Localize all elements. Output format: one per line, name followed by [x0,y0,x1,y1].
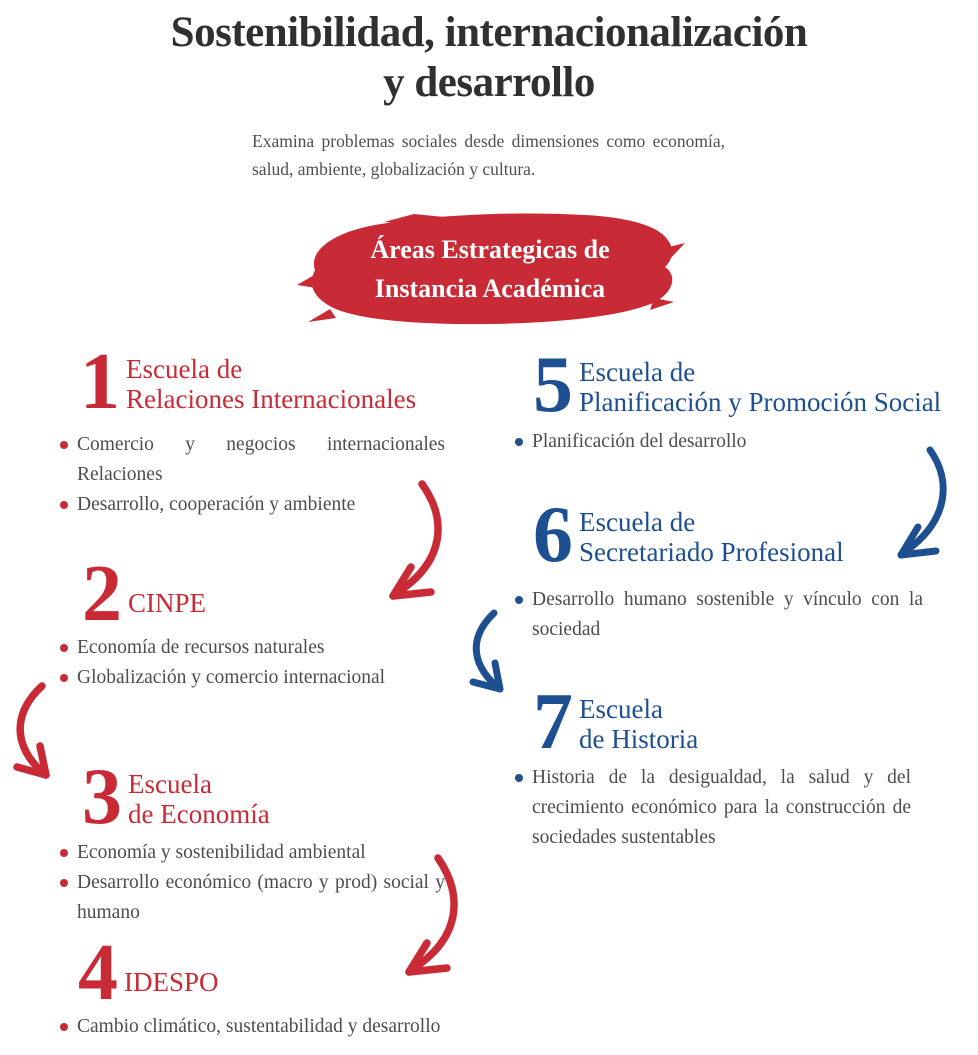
badge-title [294,230,686,308]
section-title: Escuela de Relaciones Internacionales [126,354,417,414]
bullet-item: Economía de recursos naturales [60,633,445,663]
section-title: Escuela de Secretariado Profesional [579,507,844,567]
badge-title-line-1: Áreas Estrategicas de [370,235,610,264]
section-heading [533,491,844,579]
bullet-item: Desarrollo, cooperación y ambiente [60,490,445,520]
bullet-item: Cambio climático, sustentabilidad y desarrollo [60,1012,490,1042]
section-heading [78,929,219,1017]
section-title: IDESPO [124,966,219,997]
section-title: CINPE [128,587,207,618]
bullet-item: Globalización y comercio internacional [60,663,445,693]
section-heading [82,550,207,638]
page-title-line-1: Sostenibilidad, internacionalización [170,9,808,56]
bullet-item: Desarrollo económico (macro y prod) social y humano [60,868,445,928]
page-title-line-2: y desarrollo [383,59,595,107]
section-number: 4 [78,929,118,1017]
section-number: 5 [533,341,573,429]
curved-arrow-3-to-4-icon [388,852,468,987]
curved-arrow-2-to-3-icon [6,680,68,788]
curved-arrow-6-to-7-icon [464,608,522,703]
section-number: 2 [82,550,122,638]
bullet-item: Planificación del desarrollo [515,427,845,457]
section-heading [533,678,699,766]
section-heading [82,753,270,841]
section-number: 3 [82,753,122,841]
section-title: Escuela de Historia [579,694,699,754]
bullet-item: Comercio y negocios internacionales Relaciones [60,430,445,490]
bullet-item: Historia de la desigualdad, la salud y del crecimiento económico para la construcción de sociedades sustentables [515,763,911,853]
section-number: 1 [80,338,120,426]
page-subtitle: Examina problemas sociales desde dimensiones como economía, salud, ambiente, globalización y cultura. [252,131,725,179]
page-title [0,8,978,109]
section-title: Escuela de Planificación y Promoción Social [579,357,942,417]
section-title: Escuela de Economía [128,769,270,829]
curved-arrow-1-to-2-icon [370,478,452,613]
section-number: 7 [533,678,573,766]
section-number: 6 [533,491,573,579]
section-heading [80,338,417,426]
bullet-item: Desarrollo humano sostenible y vínculo con la sociedad [515,585,923,645]
curved-arrow-5-to-6-icon [886,445,952,570]
section-heading [533,341,942,429]
strategic-areas-badge [294,206,686,334]
badge-title-line-2: Instancia Académica [374,274,606,303]
bullet-item: Economía y sostenibilidad ambiental [60,838,445,868]
